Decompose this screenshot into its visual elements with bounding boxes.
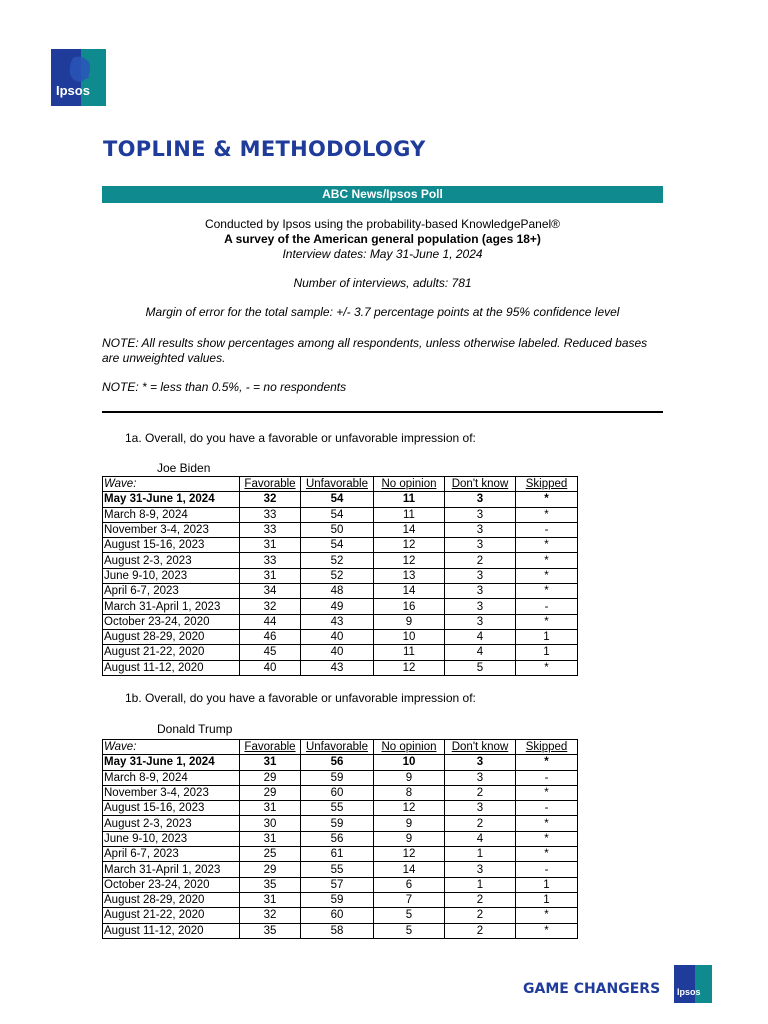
value-cell: 32: [240, 599, 301, 614]
wave-cell: August 11-12, 2020: [103, 923, 240, 938]
wave-cell: March 8-9, 2024: [103, 507, 240, 522]
value-cell: 54: [301, 507, 374, 522]
wave-cell: June 9-10, 2023: [103, 568, 240, 583]
value-cell: 44: [240, 614, 301, 629]
value-cell: 31: [240, 538, 301, 553]
value-cell: 40: [240, 660, 301, 675]
value-cell: 57: [301, 877, 374, 892]
intro-block: [102, 217, 663, 320]
column-header: Unfavorable: [301, 740, 374, 755]
value-cell: 9: [374, 816, 445, 831]
value-cell: 3: [445, 492, 516, 507]
table-row: [103, 847, 578, 862]
value-cell: 12: [374, 847, 445, 862]
column-header: No opinion: [374, 740, 445, 755]
value-cell: 59: [301, 892, 374, 907]
value-cell: 2: [445, 785, 516, 800]
table-row: [103, 507, 578, 522]
wave-cell: May 31-June 1, 2024: [103, 755, 240, 770]
value-cell: 4: [445, 629, 516, 644]
page-title: TOPLINE & METHODOLOGY: [103, 137, 426, 161]
table-row: [103, 770, 578, 785]
value-cell: 5: [374, 908, 445, 923]
value-cell: 48: [301, 584, 374, 599]
value-cell: 43: [301, 660, 374, 675]
value-cell: 16: [374, 599, 445, 614]
value-cell: *: [516, 553, 578, 568]
value-cell: -: [516, 599, 578, 614]
footer-logo-text: Ipsos: [677, 987, 701, 997]
survey-line: A survey of the American general population (ages 18+): [224, 232, 541, 246]
column-header: Don't know: [445, 740, 516, 755]
value-cell: 46: [240, 629, 301, 644]
value-cell: 11: [374, 645, 445, 660]
wave-cell: May 31-June 1, 2024: [103, 492, 240, 507]
value-cell: 2: [445, 892, 516, 907]
value-cell: 54: [301, 538, 374, 553]
table-row: [103, 629, 578, 644]
value-cell: 3: [445, 568, 516, 583]
note-symbols: NOTE: * = less than 0.5%, - = no respondents: [102, 380, 347, 394]
value-cell: 29: [240, 785, 301, 800]
wave-cell: October 23-24, 2020: [103, 614, 240, 629]
value-cell: 1: [516, 892, 578, 907]
logo-text: Ipsos: [56, 83, 90, 98]
value-cell: 32: [240, 492, 301, 507]
column-header: No opinion: [374, 477, 445, 492]
value-cell: 3: [445, 538, 516, 553]
subject-1b: Donald Trump: [157, 722, 233, 736]
value-cell: 14: [374, 584, 445, 599]
value-cell: 1: [516, 877, 578, 892]
value-cell: 11: [374, 492, 445, 507]
wave-cell: August 28-29, 2020: [103, 892, 240, 907]
value-cell: 52: [301, 553, 374, 568]
column-header: Don't know: [445, 477, 516, 492]
value-cell: 3: [445, 801, 516, 816]
value-cell: 2: [445, 816, 516, 831]
wave-cell: August 21-22, 2020: [103, 908, 240, 923]
value-cell: 3: [445, 614, 516, 629]
table-header-row: [103, 740, 578, 755]
table-row: [103, 492, 578, 507]
value-cell: 12: [374, 660, 445, 675]
value-cell: 61: [301, 847, 374, 862]
table-row: [103, 538, 578, 553]
value-cell: 9: [374, 831, 445, 846]
table-row: [103, 785, 578, 800]
column-header: Skipped: [516, 477, 578, 492]
value-cell: *: [516, 507, 578, 522]
wave-cell: August 2-3, 2023: [103, 553, 240, 568]
value-cell: *: [516, 923, 578, 938]
table-row: [103, 522, 578, 537]
wave-cell: June 9-10, 2023: [103, 831, 240, 846]
table-row: [103, 923, 578, 938]
value-cell: 45: [240, 645, 301, 660]
value-cell: 25: [240, 847, 301, 862]
wave-cell: August 2-3, 2023: [103, 816, 240, 831]
wave-cell: October 23-24, 2020: [103, 877, 240, 892]
value-cell: 43: [301, 614, 374, 629]
value-cell: 1: [516, 629, 578, 644]
value-cell: 40: [301, 645, 374, 660]
value-cell: *: [516, 908, 578, 923]
value-cell: *: [516, 847, 578, 862]
table-row: [103, 816, 578, 831]
value-cell: 2: [445, 908, 516, 923]
value-cell: 31: [240, 892, 301, 907]
question-1b: 1b. Overall, do you have a favorable or unfavorable impression of:: [125, 691, 476, 705]
value-cell: 10: [374, 629, 445, 644]
value-cell: -: [516, 770, 578, 785]
value-cell: 7: [374, 892, 445, 907]
column-header: Wave:: [103, 740, 240, 755]
value-cell: 59: [301, 770, 374, 785]
results-table-1a: [102, 476, 578, 676]
footer-tagline: GAME CHANGERS: [523, 981, 661, 997]
divider: [102, 411, 663, 413]
value-cell: -: [516, 862, 578, 877]
value-cell: 35: [240, 877, 301, 892]
value-cell: 13: [374, 568, 445, 583]
value-cell: 56: [301, 831, 374, 846]
value-cell: 29: [240, 862, 301, 877]
value-cell: 14: [374, 522, 445, 537]
column-header: Wave:: [103, 477, 240, 492]
value-cell: 12: [374, 801, 445, 816]
value-cell: 5: [445, 660, 516, 675]
table-row: [103, 584, 578, 599]
value-cell: 14: [374, 862, 445, 877]
value-cell: 4: [445, 645, 516, 660]
value-cell: 2: [445, 553, 516, 568]
value-cell: 3: [445, 507, 516, 522]
results-table-1b: [102, 739, 578, 939]
table-row: [103, 801, 578, 816]
value-cell: 1: [445, 847, 516, 862]
value-cell: 3: [445, 862, 516, 877]
value-cell: 40: [301, 629, 374, 644]
interview-dates: Interview dates: May 31-June 1, 2024: [282, 247, 483, 261]
value-cell: 8: [374, 785, 445, 800]
table-row: [103, 831, 578, 846]
column-header: Unfavorable: [301, 477, 374, 492]
value-cell: 32: [240, 908, 301, 923]
value-cell: *: [516, 755, 578, 770]
value-cell: 9: [374, 770, 445, 785]
table-row: [103, 599, 578, 614]
value-cell: 31: [240, 568, 301, 583]
value-cell: 4: [445, 831, 516, 846]
value-cell: *: [516, 660, 578, 675]
value-cell: *: [516, 538, 578, 553]
note-percentages: NOTE: All results show percentages among all respondents, unless otherwise labeled. Reduced bases are unweighted values.: [102, 336, 648, 365]
wave-cell: April 6-7, 2023: [103, 584, 240, 599]
subject-1a: Joe Biden: [157, 461, 211, 475]
value-cell: 5: [374, 923, 445, 938]
conducted-line: Conducted by Ipsos using the probability-based KnowledgePanel®: [204, 217, 561, 231]
value-cell: 34: [240, 584, 301, 599]
wave-cell: March 31-April 1, 2023: [103, 599, 240, 614]
value-cell: *: [516, 584, 578, 599]
value-cell: 50: [301, 522, 374, 537]
margin-of-error: Margin of error for the total sample: +/- 3.7 percentage points at the 95% confidence level: [145, 305, 620, 319]
value-cell: 54: [301, 492, 374, 507]
poll-name-banner: ABC News/Ipsos Poll: [102, 186, 663, 203]
value-cell: 60: [301, 785, 374, 800]
value-cell: 6: [374, 877, 445, 892]
table-row: [103, 877, 578, 892]
value-cell: 3: [445, 522, 516, 537]
table-row: [103, 892, 578, 907]
value-cell: 10: [374, 755, 445, 770]
table-row: [103, 862, 578, 877]
value-cell: -: [516, 801, 578, 816]
value-cell: 33: [240, 553, 301, 568]
value-cell: *: [516, 831, 578, 846]
wave-cell: November 3-4, 2023: [103, 785, 240, 800]
value-cell: 12: [374, 553, 445, 568]
value-cell: *: [516, 492, 578, 507]
value-cell: 3: [445, 770, 516, 785]
table-row: [103, 614, 578, 629]
footer-ipsos-logo: [674, 965, 712, 1003]
table-row: [103, 755, 578, 770]
value-cell: 56: [301, 755, 374, 770]
table-row: [103, 645, 578, 660]
value-cell: *: [516, 816, 578, 831]
interview-count: Number of interviews, adults: 781: [293, 276, 472, 290]
value-cell: 30: [240, 816, 301, 831]
value-cell: 3: [445, 599, 516, 614]
value-cell: 35: [240, 923, 301, 938]
value-cell: 12: [374, 538, 445, 553]
value-cell: 29: [240, 770, 301, 785]
table-row: [103, 568, 578, 583]
value-cell: 33: [240, 507, 301, 522]
ipsos-logo: [51, 49, 106, 106]
wave-cell: August 11-12, 2020: [103, 660, 240, 675]
wave-cell: March 8-9, 2024: [103, 770, 240, 785]
value-cell: 3: [445, 584, 516, 599]
value-cell: 31: [240, 755, 301, 770]
column-header: Favorable: [240, 740, 301, 755]
value-cell: 55: [301, 862, 374, 877]
wave-cell: August 28-29, 2020: [103, 629, 240, 644]
value-cell: 55: [301, 801, 374, 816]
value-cell: 31: [240, 801, 301, 816]
value-cell: 1: [445, 877, 516, 892]
value-cell: 49: [301, 599, 374, 614]
question-1a: 1a. Overall, do you have a favorable or unfavorable impression of:: [125, 431, 476, 445]
value-cell: 60: [301, 908, 374, 923]
value-cell: 3: [445, 755, 516, 770]
value-cell: 31: [240, 831, 301, 846]
value-cell: 59: [301, 816, 374, 831]
value-cell: 33: [240, 522, 301, 537]
table-header-row: [103, 477, 578, 492]
value-cell: 52: [301, 568, 374, 583]
column-header: Skipped: [516, 740, 578, 755]
column-header: Favorable: [240, 477, 301, 492]
table-row: [103, 908, 578, 923]
value-cell: *: [516, 614, 578, 629]
value-cell: 11: [374, 507, 445, 522]
wave-cell: April 6-7, 2023: [103, 847, 240, 862]
value-cell: *: [516, 568, 578, 583]
value-cell: 2: [445, 923, 516, 938]
table-row: [103, 553, 578, 568]
wave-cell: March 31-April 1, 2023: [103, 862, 240, 877]
wave-cell: November 3-4, 2023: [103, 522, 240, 537]
value-cell: *: [516, 785, 578, 800]
value-cell: -: [516, 522, 578, 537]
value-cell: 1: [516, 645, 578, 660]
value-cell: 58: [301, 923, 374, 938]
wave-cell: August 15-16, 2023: [103, 801, 240, 816]
wave-cell: August 21-22, 2020: [103, 645, 240, 660]
wave-cell: August 15-16, 2023: [103, 538, 240, 553]
value-cell: 9: [374, 614, 445, 629]
table-row: [103, 660, 578, 675]
